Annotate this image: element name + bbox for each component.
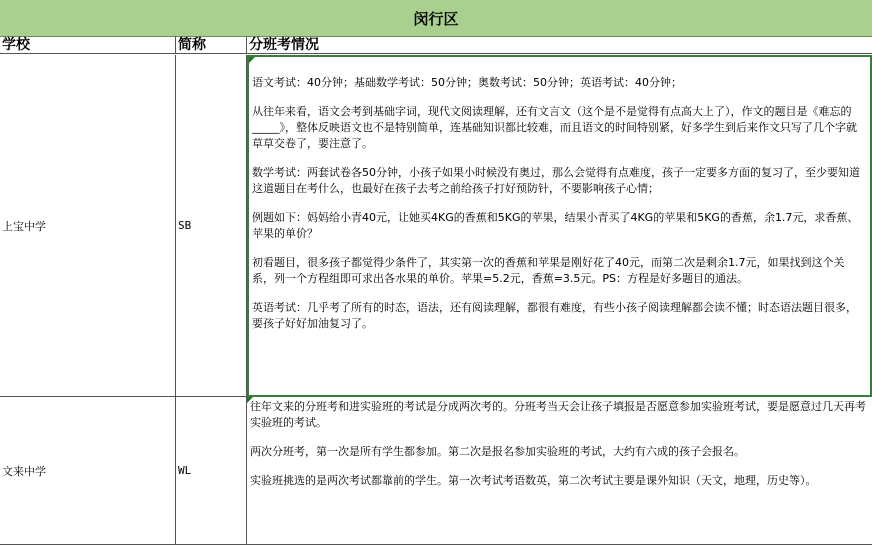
district-title[interactable]: 闵行区 (0, 0, 872, 37)
exam-cell-wenlai[interactable] (247, 397, 872, 545)
header-school[interactable]: 学校 (0, 36, 176, 54)
school-abbr: SB (178, 219, 192, 232)
exam-paragraph: 初看题目，很多孩子都觉得少条件了，其实第一次的香蕉和苹果是刚好花了40元，而第二次是剩余1.7元，如果找到这个关系，列一个方程组即可求出各水果的单价。苹果=5.2元，香蕉=3.5元。PS：方程是好多题目的通法。 (252, 256, 845, 285)
school-abbr: WL (178, 464, 192, 477)
comment-indicator-icon (247, 397, 253, 403)
school-cell-shangbao[interactable] (0, 55, 176, 397)
exam-cell-shangbao-selected[interactable] (247, 55, 872, 397)
abbr-cell-wenlai[interactable] (176, 397, 247, 545)
exam-paragraph: 从往年来看，语文会考到基础字词，现代文阅读理解，还有文言文（这个是不是觉得有点高大上了），作文的题目是《难忘的_____》，整体反映语文也不是特别简单，连基础知识都比较难，而且语文的时间特别紧，好多学生到后来作文只写了几个字就草草交卷了，要注意了。 (252, 105, 857, 150)
exam-paragraph: 数学考试：两套试卷各50分钟，小孩子如果小时候没有奥过，那么会觉得有点难度，孩子一定要多方面的复习了，至少要知道这道题目在考什么，也最好在孩子去考之前给孩子打好预防针，不要影响孩子心情； (252, 166, 860, 195)
exam-paragraph: 两次分班考，第一次是所有学生都参加。第二次是报名参加实验班的考试，大约有六成的孩子会报名。 (250, 445, 745, 458)
school-name: 上宝中学 (2, 219, 46, 233)
exam-paragraph: 实验班挑选的是两次考试都靠前的学生。第一次考试考语数英，第二次考试主要是课外知识（天文，地理，历史等）。 (250, 474, 817, 487)
header-exam[interactable]: 分班考情况 (247, 36, 872, 54)
exam-paragraph: 英语考试：几乎考了所有的时态，语法，还有阅读理解，都很有难度，有些小孩子阅读理解都会读不懂；时态语法题目很多，要孩子好好加油复习了。 (252, 301, 857, 330)
exam-paragraph: 语文考试：40分钟；基础数学考试：50分钟；奥数考试：50分钟；英语考试：40分钟； (252, 76, 682, 89)
comment-indicator-icon (249, 57, 255, 63)
exam-paragraph: 例题如下：妈妈给小青40元，让她买4KG的香蕉和5KG的苹果，结果小青买了4KG的苹果和5KG的香蕉，余1.7元，求香蕉、苹果的单价？ (252, 211, 859, 240)
header-abbr[interactable]: 简称 (176, 36, 247, 54)
exam-paragraph: 往年文来的分班考和进实验班的考试是分成两次考的。分班考当天会让孩子填报是否愿意参加实验班考试，要是愿意过几天再考实验班的考试。 (250, 400, 866, 429)
school-name: 文来中学 (2, 464, 46, 478)
abbr-cell-shangbao[interactable] (176, 55, 247, 397)
school-cell-wenlai[interactable] (0, 397, 176, 545)
